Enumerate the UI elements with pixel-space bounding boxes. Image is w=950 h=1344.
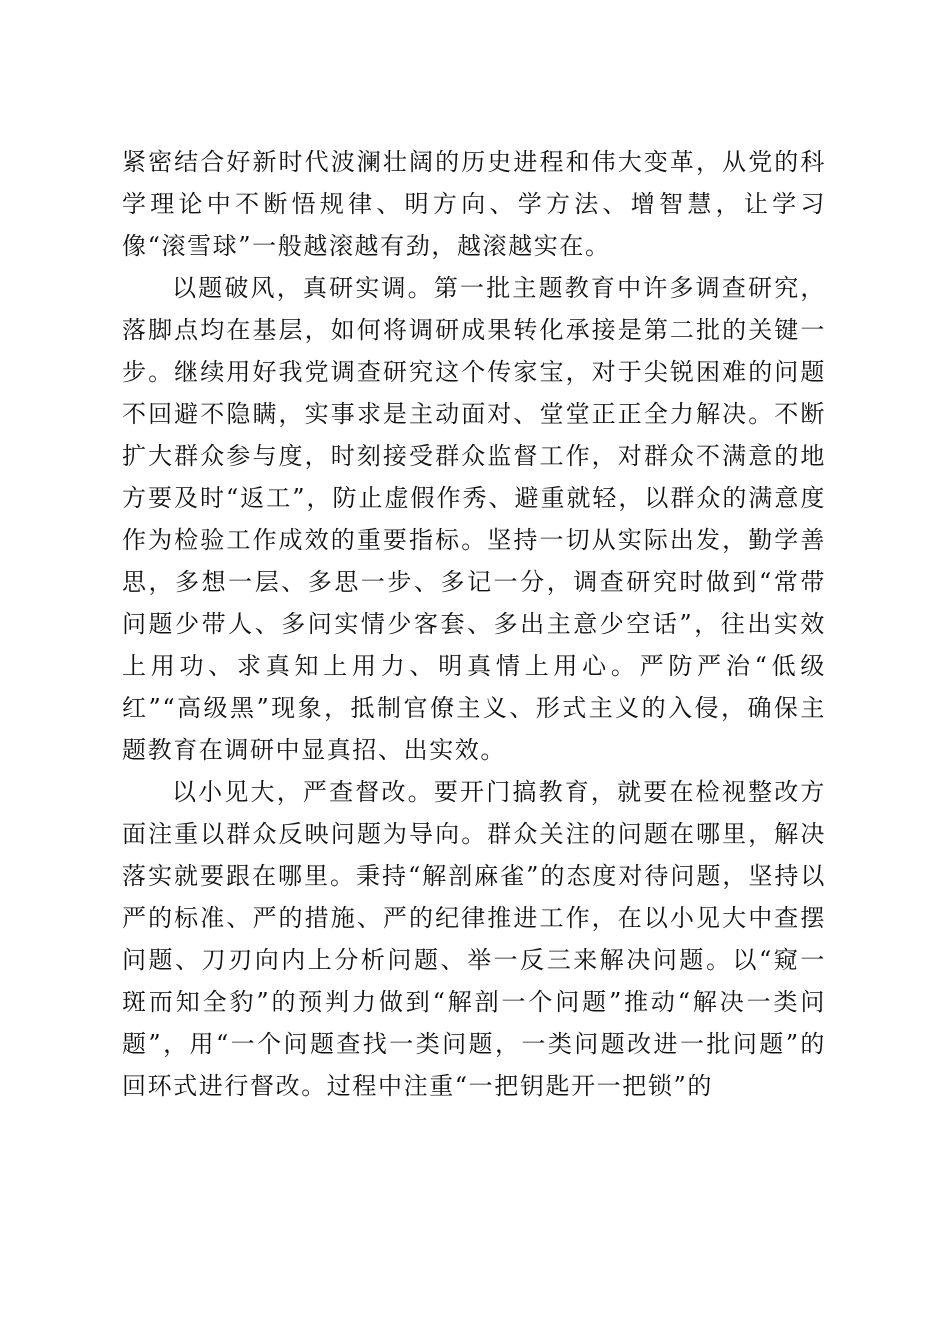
paragraph-research: 以题破风，真研实调。第一批主题教育中许多调查研究，落脚点均在基层，如何将调研成果转化承接是第二批的关键一步。继续用好我党调查研究这个传家宝，对于尖锐困难的问题不回避不隐瞒，实事求是主动面对、堂堂正正全力解决。不断扩大群众参与度，时刻接受群众监督工作，对群众不满意的地方要及时“返工”，防止虚假作秀、避重就轻，以群众的满意度作为检验工作成效的重要指标。坚持一切从实际出发，勤学善思，多想一层、多思一步、多记一分，调查研究时做到“常带问题少带人、多问实情少客套、多出主意少空话”，往出实效上用功、求真知上用力、明真情上用心。严防严治“低级红”“高级黑”现象，抵制官僚主义、形式主义的入侵，确保主题教育在调研中显真招、出实效。 <box>122 274 826 764</box>
paragraph-rectification: 以小见大，严查督改。要开门搞教育，就要在检视整改方面注重以群众反映问题为导向。群众关注的问题在哪里，解决落实就要跟在哪里。秉持“解剖麻雀”的态度对待问题，坚持以严的标准、严的措施、严的纪律推进工作，在以小见大中查摆问题、刀刃向内上分析问题、举一反三来解决问题。以“窥一斑而知全豹”的预判力做到“解剖一个问题”推动“解决一类问题”，用“一个问题查找一类问题，一类问题改进一批问题”的回环式进行督改。过程中注重“一把钥匙开一把锁”的 <box>122 778 826 1100</box>
document-body <box>122 141 826 1107</box>
paragraph-continuation: 紧密结合好新时代波澜壮阔的历史进程和伟大变革，从党的科学理论中不断悟规律、明方向、学方法、增智慧，让学习像“滚雪球”一般越滚越有劲，越滚越实在。 <box>122 148 826 260</box>
